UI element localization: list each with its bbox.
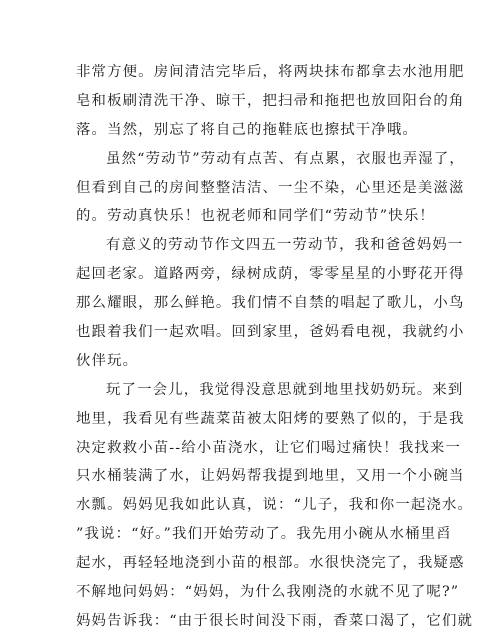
text-line: 起水，再轻轻地浇到小苗的根部。水很快浇完了，我疑惑 — [76, 555, 465, 572]
text-line: 非常方便。房间清洁完毕后，将两块抹布都拿去水池用肥 — [76, 64, 465, 80]
text-line: 但看到自己的房间整整洁洁、一尘不染，心里还是美滋滋 — [76, 179, 465, 196]
text-line: 妈妈告诉我：“由于很长时间没下雨，香菜口渴了，它们就 — [76, 612, 474, 629]
text-line: 玩了一会儿，我觉得没意思就到地里找奶奶玩。来到 — [106, 381, 464, 398]
text-line: 水瓢。妈妈见我如此认真，说：“儿子，我和你一起浇水。 — [76, 497, 474, 514]
text-line: 虽然“劳动节”劳动有点苦、有点累，衣服也弄湿了， — [106, 150, 465, 167]
text-line: 的。劳动真快乐！也祝老师和同学们“劳动节”快乐！ — [76, 208, 435, 225]
text-line: 皂和板刷清洗干净、晾干，把扫帚和拖把也放回阳台的角 — [76, 92, 465, 109]
text-line: 落。当然，别忘了将自己的拖鞋底也擦拭干净哦。 — [76, 121, 418, 138]
document-body — [76, 58, 474, 636]
text-line: 有意义的劳动节作文四五一劳动节，我和爸爸妈妈一 — [106, 237, 464, 254]
text-line: 只水桶装满了水，让妈妈帮我提到地里，又用一个小碗当 — [76, 468, 465, 485]
text-line: 那么耀眼，那么鲜艳。我们情不自禁的唱起了歌儿，小鸟 — [76, 295, 465, 312]
text-line: 决定救救小苗--给小苗浇水，让它们喝过痛快！我找来一 — [76, 439, 462, 456]
text-line: 也跟着我们一起欢唱。回到家里，爸妈看电视，我就约小 — [76, 324, 465, 341]
text-line: ”我说：“好。”我们开始劳动了。我先用小碗从水桶里舀 — [76, 526, 452, 543]
text-line: 不解地问妈妈：“妈妈，为什么我刚浇的水就不见了呢?” — [76, 584, 460, 601]
text-line: 起回老家。道路两旁，绿树成荫，零零星星的小野花开得 — [76, 266, 465, 283]
text-line: 地里，我看见有些蔬菜苗被太阳烤的要熟了似的，于是我 — [76, 410, 465, 427]
text-line: 伙伴玩。 — [76, 352, 139, 369]
